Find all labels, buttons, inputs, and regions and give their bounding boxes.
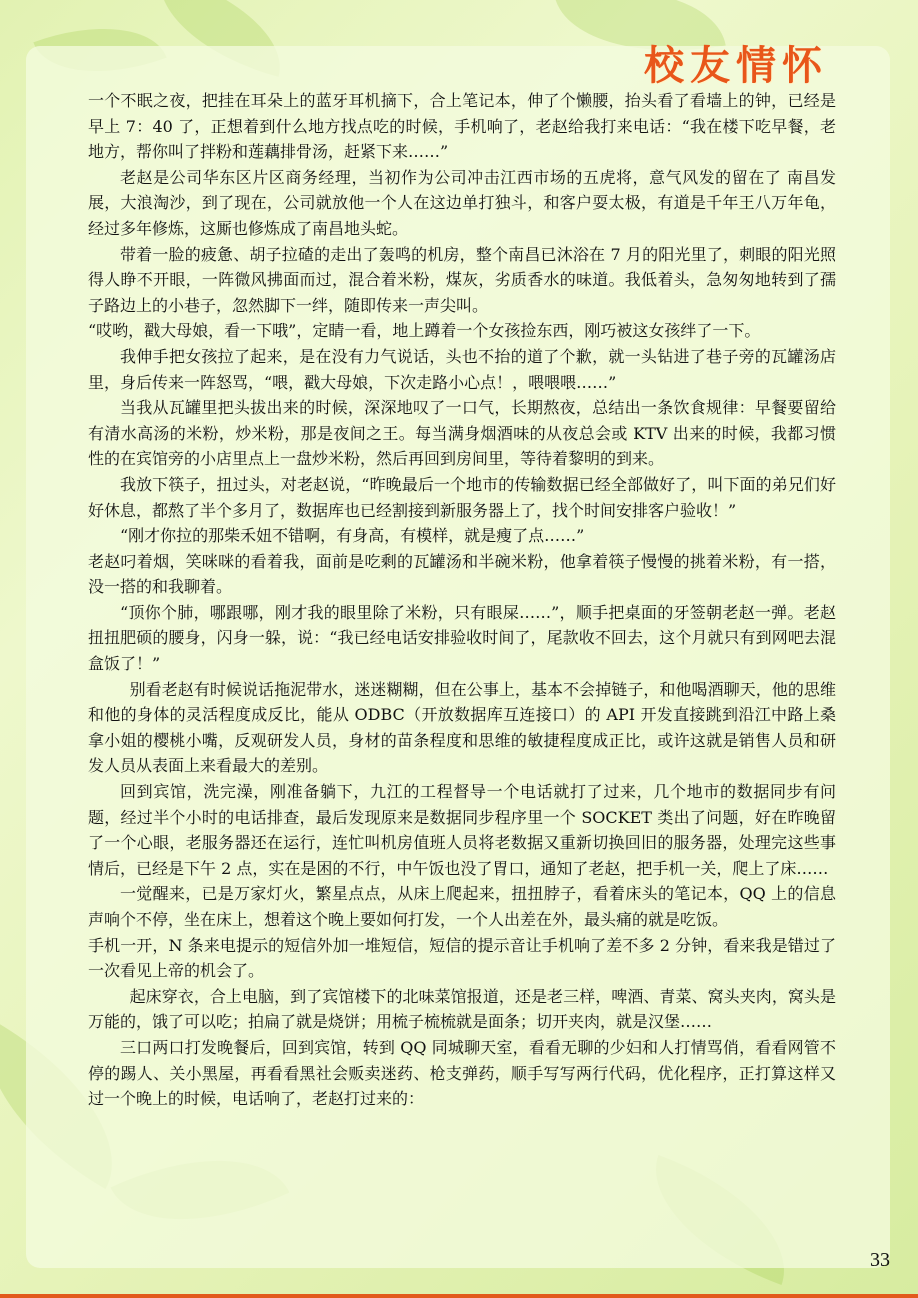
paragraph: “顶你个肺，哪跟哪，刚才我的眼里除了米粉，只有眼屎……”，顺手把桌面的牙签朝老赵一弹。老赵扭扭肥硕的腰身，闪身一躲，说：“我已经电话安排验收时间了，尾款收不回去，这个月就只有到网吧去混盒饭了！” (88, 602, 836, 674)
paragraph: “哎哟，戳大母娘，看一下哦”，定睛一看，地上蹲着一个女孩捡东西，刚巧被这女孩绊了一下。 (88, 321, 761, 341)
paragraph: 回到宾馆，洗完澡，刚准备躺下，九江的工程督导一个电话就打了过来，几个地市的数据同步有问题，经过半个小时的电话排查，最后发现原来是数据同步程序里一个 SOCKET 类出了问题，好在昨晚留了一个心眼，老服务器还在运行，连忙叫机房值班人员将老数据又重新切换回旧的服务器，处理完这些事情后，已经是下午 2 点，实在是困的不行，中午饭也没了胃口，通知了老赵，把手机一关，爬上了床…… (88, 782, 836, 878)
paragraph: 带着一脸的疲惫、胡子拉碴的走出了轰鸣的机房，整个南昌已沐浴在 7 月的阳光里了，刺眼的阳光照得人睁不开眼，一阵微风拂面而过，混合着米粉，煤灰，劣质香水的味道。我低着头，急匆匆地转到了孺子路边上的小巷子，忽然脚下一绊，随即传来一声尖叫。 (88, 244, 836, 315)
section-title: 校友情怀 (644, 42, 828, 89)
paragraph: 三口两口打发晚餐后，回到宾馆，转到 QQ 同城聊天室，看看无聊的少妇和人打情骂俏，看看网管不停的踢人、关小黑屋，再看看黑社会贩卖迷药、枪支弹药，顺手写写两行代码，优化程序，正打算这样又过一个晚上的时候，电话响了，老赵打过来的： (88, 1037, 836, 1109)
article-body (88, 88, 836, 1112)
paragraph: 起床穿衣，合上电脑，到了宾馆楼下的北味菜馆报道，还是老三样，啤酒、青菜、窝头夹肉，窝头是万能的，饿了可以吃；拍扁了就是烧饼；用梳子梳梳就是面条；切开夹肉，就是汉堡…… (88, 986, 836, 1032)
page-number: 33 (870, 1249, 890, 1271)
paragraph: 我伸手把女孩拉了起来，是在没有力气说话，头也不抬的道了个歉，就一头钻进了巷子旁的瓦罐汤店里，身后传来一阵怒骂，“喂，戳大母娘，下次走路小心点！，喂喂喂……” (88, 346, 836, 392)
paragraph: 一觉醒来，已是万家灯火，繁星点点，从床上爬起来，扭扭脖子，看着床头的笔记本，QQ 上的信息声响个不停，坐在床上，想着这个晚上要如何打发，一个人出差在外，最头痛的就是吃饭。 (88, 884, 836, 929)
paragraph: 我放下筷子，扭过头，对老赵说，“昨晚最后一个地市的传输数据已经全部做好了，叫下面的弟兄们好好休息，都熬了半个多月了，数据库也已经割接到新服务器上了，找个时间安排客户验收！” (88, 474, 836, 520)
paragraph: 一个不眠之夜，把挂在耳朵上的蓝牙耳机摘下，合上笔记本，伸了个懒腰，抬头看了看墙上的钟，已经是早上 7：40 了，正想着到什么地方找点吃的时候，手机响了，老赵给我打来电话：“我在楼下吃早餐，老地方，帮你叫了拌粉和莲藕排骨汤，赶紧下来……” (88, 91, 836, 162)
paragraph: 手机一开，N 条来电提示的短信外加一堆短信，短信的提示音让手机响了差不多 2 分钟，看来我是错过了一次看见上帝的机会了。 (88, 935, 836, 981)
bottom-rule (0, 1294, 918, 1298)
paragraph: 老赵是公司华东区片区商务经理，当初作为公司冲击江西市场的五虎将，意气风发的留在了 南昌发展，大浪淘沙，到了现在，公司就放他一个人在这边单打独斗，和客户耍太极，有道是千年王八万年龟，经过多年修炼，这厮也修炼成了南昌地头蛇。 (88, 167, 836, 238)
paragraph: “刚才你拉的那柴禾妞不错啊，有身高，有模样，就是瘦了点……” (120, 526, 585, 546)
paragraph: 当我从瓦罐里把头拔出来的时候，深深地叹了一口气，长期熬夜，总结出一条饮食规律：早餐要留给有清水高汤的米粉，炒米粉，那是夜间之王。每当满身烟酒味的从夜总会或 KTV 出来的时候，我都习惯性的在宾馆旁的小店里点上一盘炒米粉，然后再回到房间里，等待着黎明的到来。 (88, 398, 836, 469)
paragraph: 老赵叼着烟，笑咪咪的看着我，面前是吃剩的瓦罐汤和半碗米粉，他拿着筷子慢慢的挑着米粉，有一搭，没一搭的和我聊着。 (88, 551, 836, 597)
paragraph: 别看老赵有时候说话拖泥带水，迷迷糊糊，但在公事上，基本不会掉链子，和他喝酒聊天，他的思维和他的身体的灵活程度成反比，能从 ODBC（开放数据库互连接口）的 API 开发直接跳到沿江中路上桑拿小姐的樱桃小嘴，反观研发人员，身材的苗条程度和思维的敏捷程度成正比，或许这就是销售人员和研发人员从表面上来看最大的差别。 (88, 679, 836, 776)
